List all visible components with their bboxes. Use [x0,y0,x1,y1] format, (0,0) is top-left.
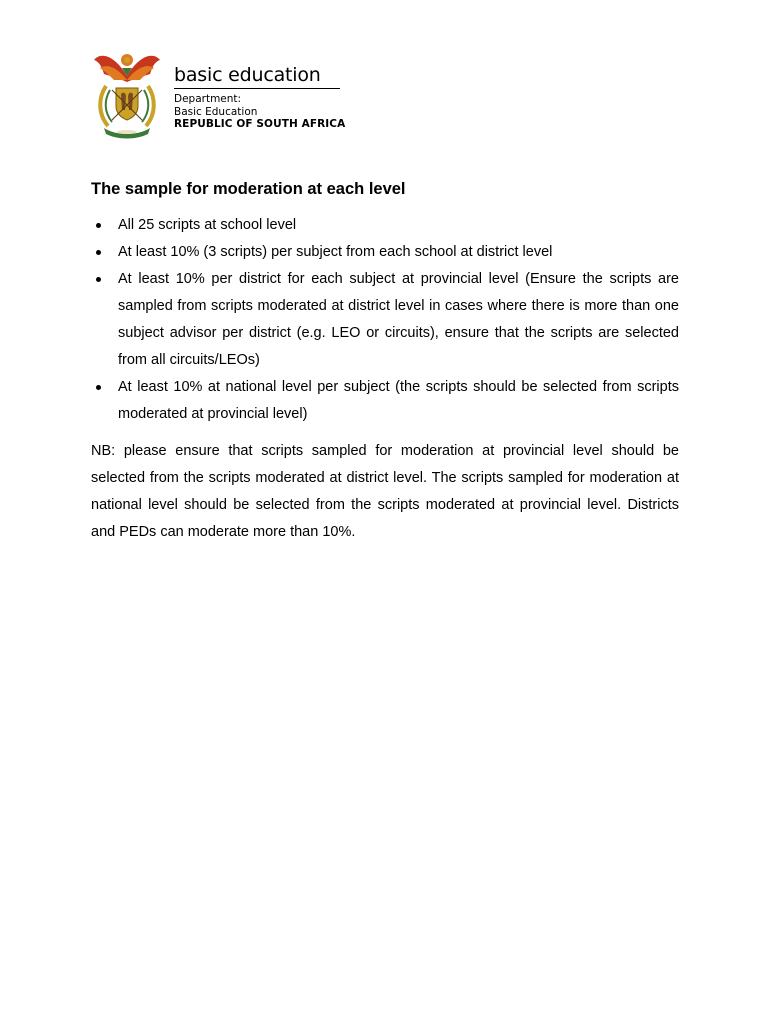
coat-of-arms-logo [92,46,162,140]
bullet-icon [96,250,101,255]
list-item [91,212,679,239]
list-item [91,239,679,266]
list-item-text: At least 10% at national level per subject (the scripts should be selected from scripts moderated at provincial level) [118,379,679,422]
bullet-icon [96,277,101,282]
bullet-list [91,212,679,428]
department-label: Department: [174,93,242,105]
letterhead [92,46,352,142]
brand-title: basic education [174,64,340,89]
brand-block [174,64,346,131]
list-item [91,266,679,374]
list-item-text: All 25 scripts at school level [118,217,297,233]
document-body [91,178,679,546]
bullet-icon [96,385,101,390]
note-paragraph: NB: please ensure that scripts sampled for moderation at provincial level should be selected from the scripts moderated at district level. The scripts sampled for moderation at national level should be selected from the scripts moderated at provincial level. Districts and PEDs can moderate more than 10%. [91,443,679,540]
list-item-text: At least 10% (3 scripts) per subject from each school at district level [118,244,553,260]
section-heading: The sample for moderation at each level [91,180,406,198]
list-item [91,374,679,428]
department-name: Basic Education [174,105,258,118]
bullet-icon [96,223,101,228]
list-item-text: At least 10% per district for each subject at provincial level (Ensure the scripts are sampled from scripts moderated at district level in cases where there is more than one subject advisor per district (e.g. LEO or circuits), ensure that the scripts are selected from all circuits/LEOs) [118,271,679,368]
country-name: REPUBLIC OF SOUTH AFRICA [174,118,346,130]
